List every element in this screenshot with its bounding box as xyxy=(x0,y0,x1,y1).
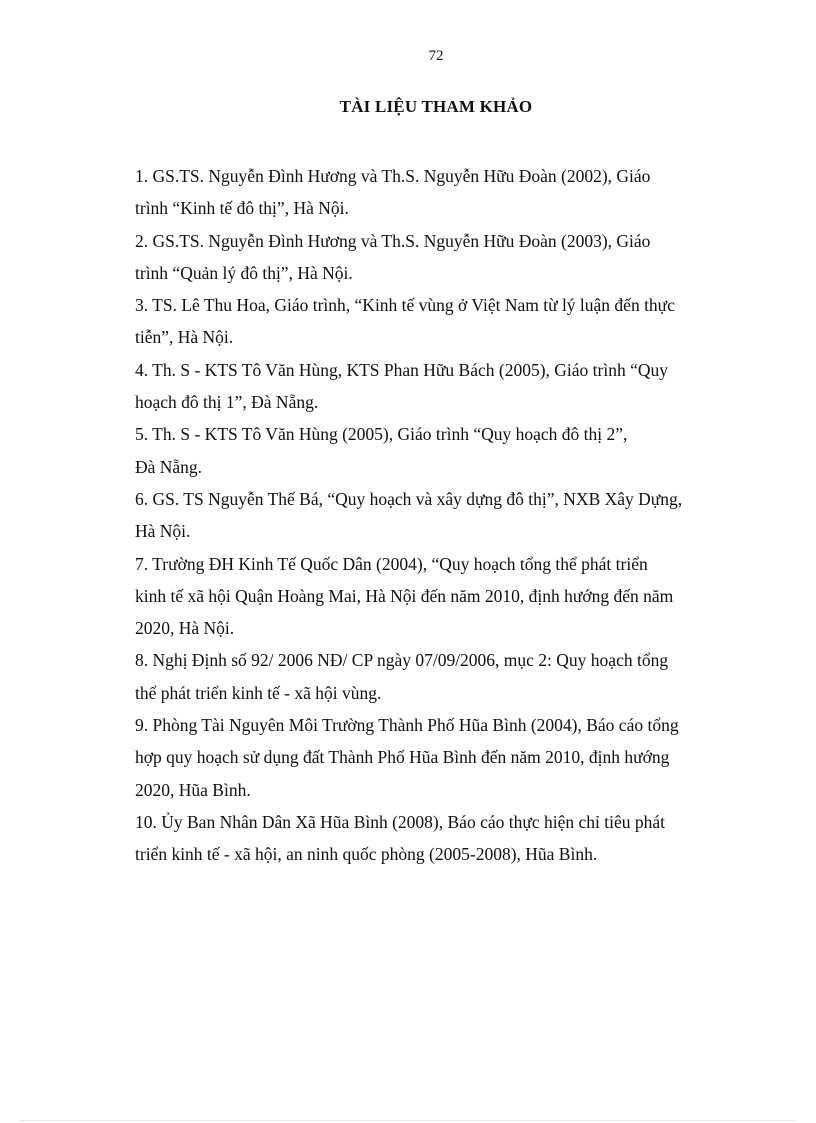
reference-item xyxy=(135,548,745,645)
reference-line: 2020, Hũa Bình. xyxy=(135,779,251,800)
reference-line: 1. GS.TS. Nguyễn Đình Hương và Th.S. Nguyễn Hữu Đoàn (2002), Giáo xyxy=(135,166,651,186)
reference-line: 2. GS.TS. Nguyễn Đình Hương và Th.S. Nguyễn Hữu Đoàn (2003), Giáo xyxy=(135,230,651,251)
reference-line: 2020, Hà Nội. xyxy=(135,618,235,639)
reference-line: Hà Nội. xyxy=(135,521,191,542)
reference-line: trình “Quản lý đô thị”, Hà Nội. xyxy=(135,262,353,283)
page-number: 72 xyxy=(428,48,444,64)
reference-line: 10. Ủy Ban Nhân Dân Xã Hũa Bình (2008), Báo cáo thực hiện chỉ tiêu phát xyxy=(135,811,665,832)
reference-line: 8. Nghị Định số 92/ 2006 NĐ/ CP ngày 07/09/2006, mục 2: Quy hoạch tổng xyxy=(135,650,669,671)
reference-item xyxy=(135,418,745,483)
reference-item xyxy=(135,225,745,290)
reference-line: 6. GS. TS Nguyễn Thế Bá, “Quy hoạch và xây dựng đô thị”, NXB Xây Dựng, xyxy=(135,488,683,509)
reference-item xyxy=(135,483,745,548)
reference-item xyxy=(135,160,745,225)
reference-item xyxy=(135,289,745,354)
reference-line: 4. Th. S - KTS Tô Văn Hùng, KTS Phan Hữu Bách (2005), Giáo trình “Quy xyxy=(135,359,668,380)
reference-line: thể phát triển kinh tế - xã hội vùng. xyxy=(135,682,382,703)
reference-line: tiễn”, Hà Nội. xyxy=(135,327,234,348)
page-title: TÀI LIỆU THAM KHẢO xyxy=(339,97,533,116)
reference-line: kinh tế xã hội Quận Hoàng Mai, Hà Nội đến năm 2010, định hướng đến năm xyxy=(135,585,674,606)
reference-line: 3. TS. Lê Thu Hoa, Giáo trình, “Kinh tế vùng ở Việt Nam từ lý luận đến thực xyxy=(135,295,675,316)
reference-item xyxy=(135,354,745,419)
reference-line: Đà Nẵng. xyxy=(135,456,203,477)
reference-line: triển kinh tế - xã hội, an ninh quốc phòng (2005-2008), Hũa Bình. xyxy=(135,844,598,865)
reference-line: hợp quy hoạch sử dụng đất Thành Phố Hũa Bình đến năm 2010, định hướng xyxy=(135,747,670,768)
reference-line: 7. Trường ĐH Kinh Tế Quốc Dân (2004), “Quy hoạch tổng thể phát triển xyxy=(135,553,648,574)
reference-line: trình “Kinh tế đô thị”, Hà Nội. xyxy=(135,198,349,219)
reference-item xyxy=(135,709,745,806)
reference-line: hoạch đô thị 1”, Đà Nẵng. xyxy=(135,392,319,413)
reference-line: 5. Th. S - KTS Tô Văn Hùng (2005), Giáo trình “Quy hoạch đô thị 2”, xyxy=(135,424,628,445)
reference-item xyxy=(135,644,745,709)
reference-list xyxy=(135,160,745,871)
reference-line: 9. Phòng Tài Nguyên Môi Trường Thành Phố Hũa Bình (2004), Báo cáo tổng xyxy=(135,715,679,736)
page-bottom-divider xyxy=(20,1120,796,1121)
reference-item xyxy=(135,806,745,871)
